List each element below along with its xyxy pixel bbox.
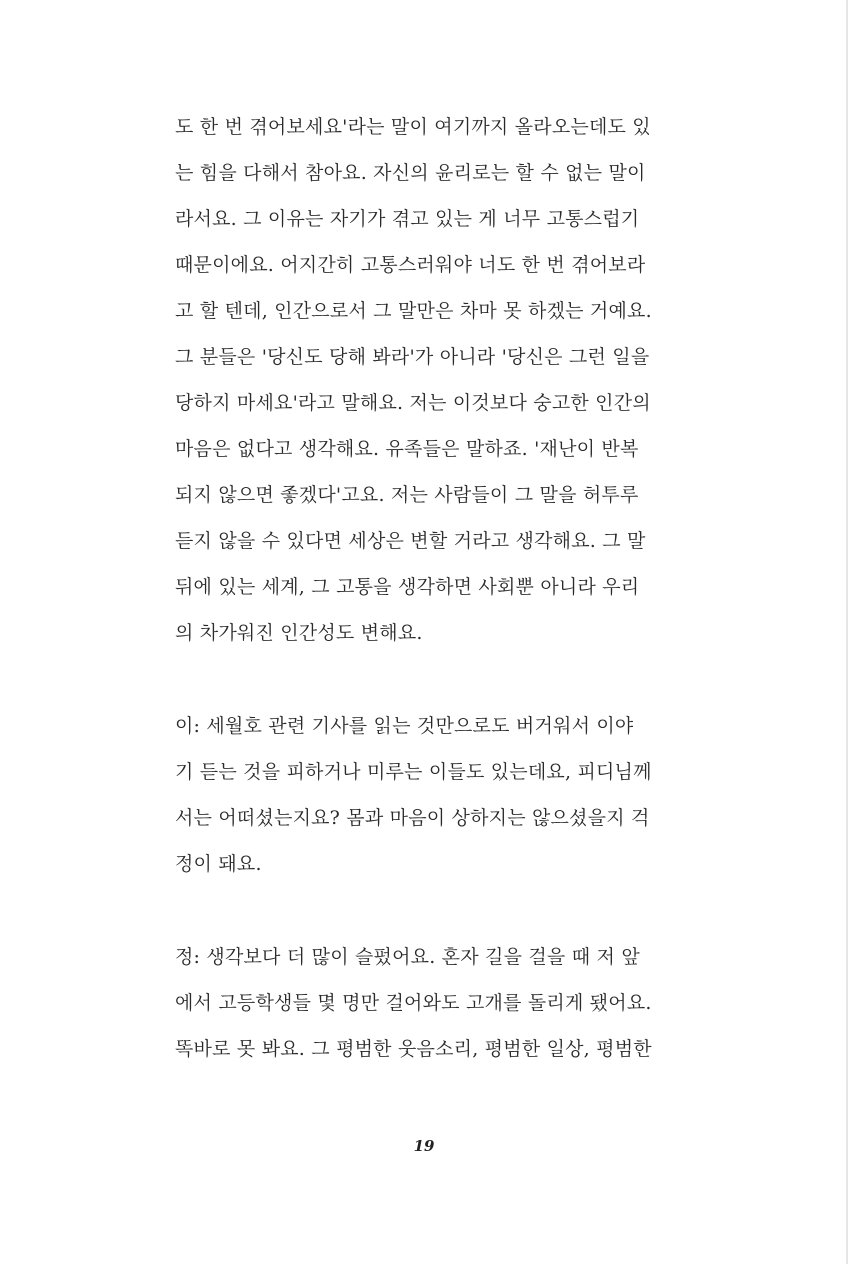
- text-line: 에서 고등학생들 몇 명만 걸어와도 고개를 돌리게 됐어요.: [175, 992, 652, 1014]
- text-line: 정: 생각보다 더 많이 슬펐어요. 혼자 길을 걸을 때 저 앞: [175, 946, 640, 968]
- text-line: 도 한 번 겪어보세요'라는 말이 여기까지 올라오는데도 있: [175, 116, 651, 138]
- text-line: 당하지 마세요'라고 말해요. 저는 이것보다 숭고한 인간의: [175, 392, 651, 414]
- paragraph-3: [175, 934, 735, 1072]
- text-line: 정이 돼요.: [175, 853, 262, 875]
- text-line: 뒤에 있는 세계, 그 고통을 생각하면 사회뿐 아니라 우리: [175, 576, 640, 598]
- text-line: 는 힘을 다해서 참아요. 자신의 윤리로는 할 수 없는 말이: [175, 162, 646, 184]
- text-line: 서는 어떠셨는지요? 몸과 마음이 상하지는 않으셨을지 걱: [175, 807, 650, 829]
- text-line: 기 듣는 것을 피하거나 미루는 이들도 있는데요, 피디님께: [175, 761, 652, 783]
- page-number: 19: [413, 1137, 435, 1155]
- text-line: 똑바로 못 봐요. 그 평범한 웃음소리, 평범한 일상, 평범한: [175, 1038, 652, 1060]
- text-line: 라서요. 그 이유는 자기가 겪고 있는 게 너무 고통스럽기: [175, 208, 640, 230]
- paragraph-2: [175, 703, 735, 887]
- text-line: 고 할 텐데, 인간으로서 그 말만은 차마 못 하겠는 거예요.: [175, 300, 652, 322]
- text-line: 이: 세월호 관련 기사를 읽는 것만으로도 버거워서 이야: [175, 715, 634, 737]
- text-line: 그 분들은 '당신도 당해 봐라'가 아니라 '당신은 그런 일을: [175, 346, 650, 368]
- text-line: 되지 않으면 좋겠다'고요. 저는 사람들이 그 말을 허투루: [175, 484, 639, 506]
- text-line: 의 차가워진 인간성도 변해요.: [175, 622, 423, 644]
- paragraph-1: [175, 104, 735, 656]
- text-line: 듣지 않을 수 있다면 세상은 변할 거라고 생각해요. 그 말: [175, 530, 646, 552]
- text-line: 때문이에요. 어지간히 고통스러워야 너도 한 번 겪어보라: [175, 254, 646, 276]
- text-line: 마음은 없다고 생각해요. 유족들은 말하죠. '재난이 반복: [175, 438, 639, 460]
